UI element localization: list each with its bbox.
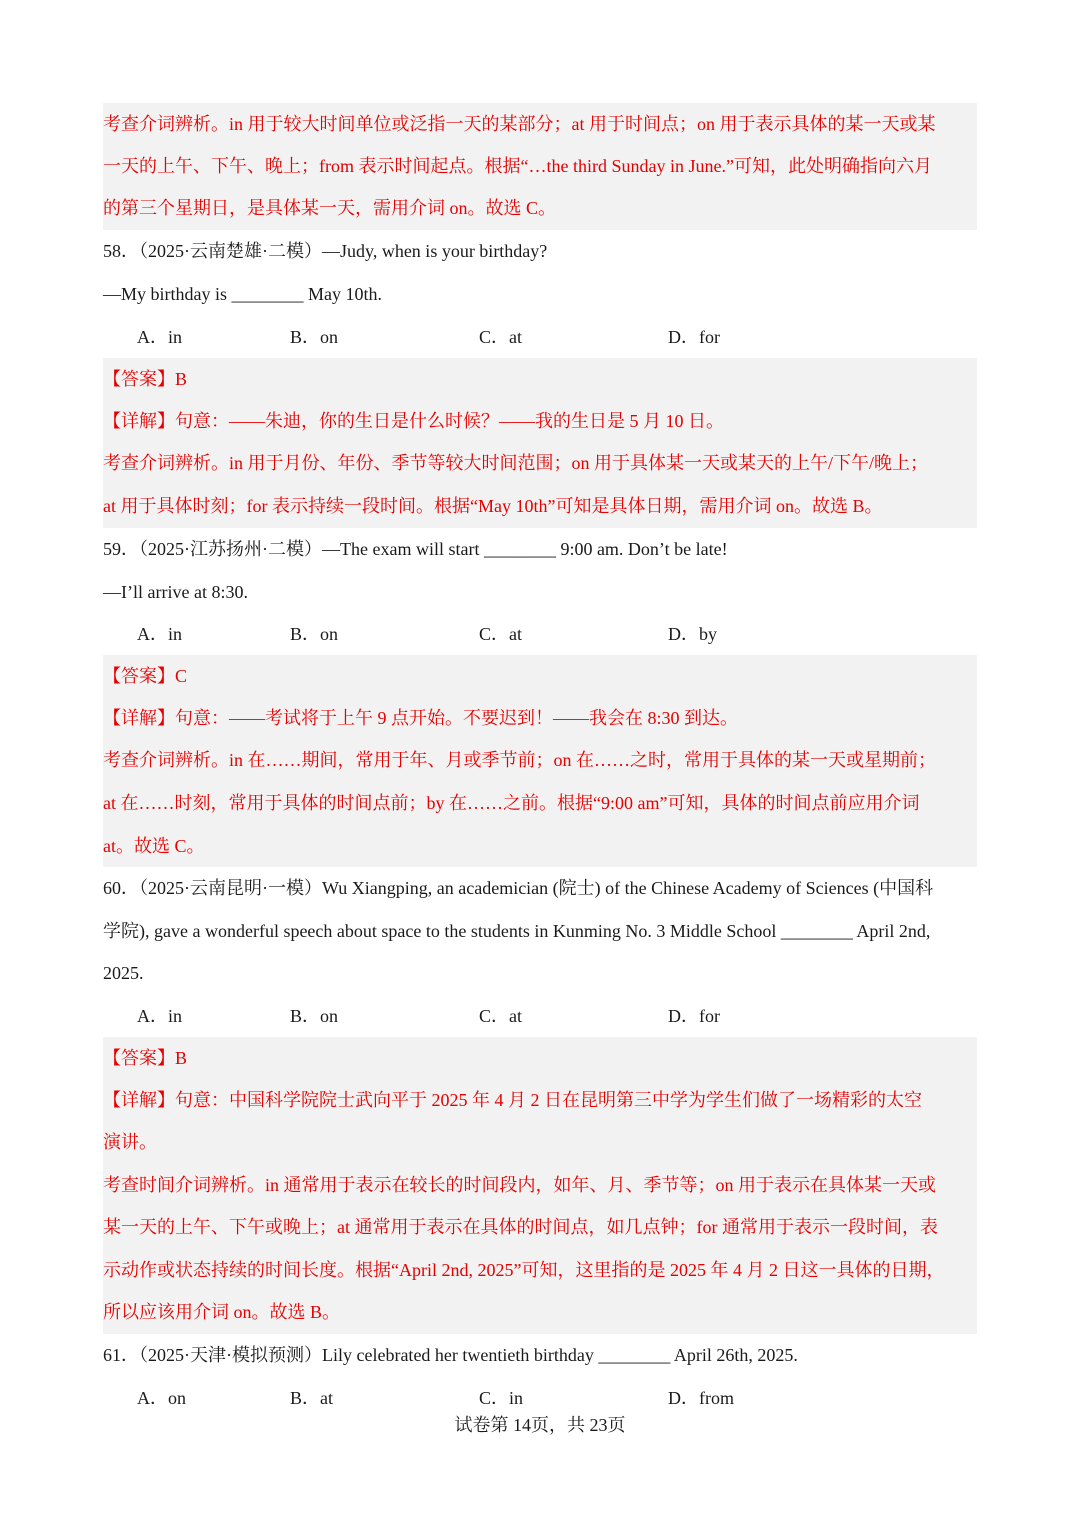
option-d: D．by xyxy=(668,624,717,644)
analysis-line: 考查时间介词辨析。in 通常用于表示在较长的时间段内，如年、月、季节等；on 用于表示在具体某一天或 xyxy=(103,1175,936,1195)
question-58-stem: 58．（2025·云南楚雄·二模）—Judy, when is your birthday? xyxy=(103,241,548,261)
option-c: C．at xyxy=(479,327,522,347)
question-59-stem: 59．（2025·江苏扬州·二模）—The exam will start ________ 9:00 am. Don’t be late! xyxy=(103,539,728,559)
question-60-stem: 60．（2025·云南昆明·一模）Wu Xiangping, an academician (院士) of the Chinese Academy of Sciences (中国科 xyxy=(103,878,934,898)
page-footer: 试卷第 14页，共 23页 xyxy=(454,1415,626,1435)
detail-line: 【详解】句意：中国科学院院士武向平于 2025 年 4 月 2 日在昆明第三中学为学生们做了一场精彩的太空 xyxy=(103,1090,922,1110)
option-a: A．in xyxy=(137,1006,182,1026)
analysis-line: 所以应该用介词 on。故选 B。 xyxy=(103,1302,341,1322)
question-60-stem: 2025. xyxy=(103,963,144,983)
question-60-stem: 学院), gave a wonderful speech about space to the students in Kunming No. 3 Middle School ________ April 2nd, xyxy=(103,921,931,941)
detail-line: 【详解】句意：——考试将于上午 9 点开始。不要迟到！——我会在 8:30 到达。 xyxy=(103,708,738,728)
analysis-line: at。故选 C。 xyxy=(103,836,205,856)
option-a: A．on xyxy=(137,1388,186,1408)
answer-label: 【答案】B xyxy=(103,1048,188,1068)
question-58-stem: —My birthday is ________ May 10th. xyxy=(103,284,382,304)
detail-line: 演讲。 xyxy=(103,1132,157,1152)
option-a: A．in xyxy=(137,327,182,347)
detail-line: 【详解】句意：——朱迪，你的生日是什么时候？——我的生日是 5 月 10 日。 xyxy=(103,411,724,431)
analysis-line: 一天的上午、下午、晚上；from 表示时间起点。根据“…the third Sunday in June.”可知，此处明确指向六月 xyxy=(103,156,932,176)
analysis-line: 考查介词辨析。in 在……期间，常用于年、月或季节前；on 在……之时，常用于具体的某一天或星期前； xyxy=(103,750,936,770)
option-d: D．for xyxy=(668,1006,720,1026)
analysis-line: 考查介词辨析。in 用于月份、年份、季节等较大时间范围；on 用于具体某一天或某天的上午/下午/晚上； xyxy=(103,453,928,473)
analysis-line: 的第三个星期日，是具体某一天，需用介词 on。故选 C。 xyxy=(103,198,557,218)
answer-label: 【答案】B xyxy=(103,369,188,389)
analysis-line: 考查介词辨析。in 用于较大时间单位或泛指一天的某部分；at 用于时间点；on 用于表示具体的某一天或某 xyxy=(103,114,936,134)
analysis-line: at 在……时刻，常用于具体的时间点前；by 在……之前。根据“9:00 am”可知，具体的时间点前应用介词 xyxy=(103,793,920,813)
option-c: C．at xyxy=(479,624,522,644)
option-d: D．from xyxy=(668,1388,734,1408)
option-d: D．for xyxy=(668,327,720,347)
analysis-line: 示动作或状态持续的时间长度。根据“April 2nd, 2025”可知，这里指的是 2025 年 4 月 2 日这一具体的日期， xyxy=(103,1260,945,1280)
option-b: B．at xyxy=(290,1388,333,1408)
option-c: C．in xyxy=(479,1388,524,1408)
analysis-line: 某一天的上午、下午或晚上；at 通常用于表示在具体的时间点，如几点钟；for 通常用于表示一段时间，表 xyxy=(103,1217,938,1237)
question-61-stem: 61．（2025·天津·模拟预测）Lily celebrated her twentieth birthday ________ April 26th, 2025. xyxy=(103,1345,798,1365)
option-b: B．on xyxy=(290,1006,339,1026)
option-c: C．at xyxy=(479,1006,522,1026)
analysis-line: at 用于具体时刻；for 表示持续一段时间。根据“May 10th”可知是具体日期，需用介词 on。故选 B。 xyxy=(103,496,883,516)
option-b: B．on xyxy=(290,624,339,644)
answer-label: 【答案】C xyxy=(103,666,188,686)
question-59-stem: —I’ll arrive at 8:30. xyxy=(103,582,248,602)
option-b: B．on xyxy=(290,327,339,347)
option-a: A．in xyxy=(137,624,182,644)
